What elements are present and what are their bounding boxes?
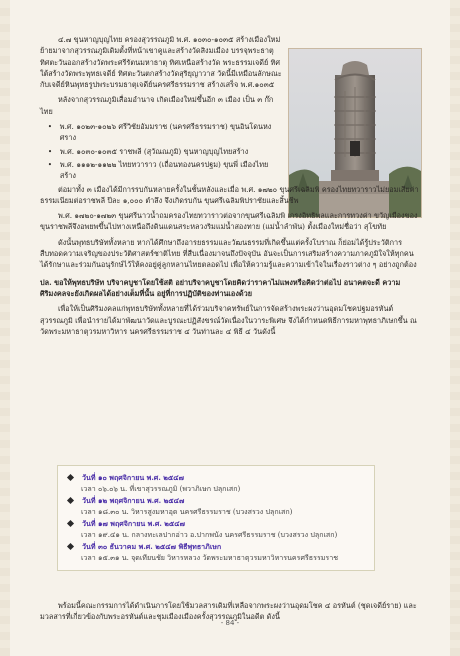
paragraph-3: ต่อมาทั้ง ๓ เมืองได้มีการรบกันหลายครั้งในชั้นหลังและเมื่อ พ.ศ. ๑๗๒๐ ขุนศรีเฉลิมพิ ครองไทยทวาราวไม่ยอมเสียค่าธรรมเนียมต่อราชพลี ปีละ ๑,๐๐๐ ตำลึง จึงเกิดรบกัน ขุนศรีเฉลิมพิปราชัยและสิ้นชีพ: [40, 184, 419, 205]
ceremony-heading: วันที่ ๑๐ พฤศจิกายน พ.ศ. ๒๕๔๗: [82, 473, 185, 482]
ceremony-item-1: [66, 472, 366, 494]
kingdom-list-text-2: พ.ศ. ๑๐๓๐-๑๐๓๕ ราชพลี (สุวัณณภูมิ) ขุนหาญบุญไทยสร้าง: [60, 146, 249, 156]
paragraph-4: พ.ศ. ๑๗๒๐-๑๗๒๓ ขุนศรีนาวน้ำถมครองไทยทวาราวต่อจากขุนศรีเฉลิมพิ เกรงอิทธิพลและการทวงค่า ขวัญเมืองของขุนราชพลีจึงอพยพขึ้นไปทางเหนือถึงดินแดนสระหลวงริมแม่น้ำสองทาย (แม่น้ำลำพัน) ตั้งเมืองใหม่ชื่อว่า สุโขทัย: [40, 211, 418, 232]
diamond-bullet-icon: [67, 497, 74, 504]
paragraph-2: หลังจากสุวรรณภูมิเสื่อมอำนาจ เกิดเมืองใหม่ขึ้นอีก ๓ เมือง เป็น ๓ ก๊กไทย: [40, 95, 274, 116]
bullet-icon: •: [47, 159, 53, 169]
diamond-bullet-icon: [67, 520, 74, 527]
kingdom-list-item-1: [46, 121, 282, 144]
ceremony-item-2: [66, 495, 366, 517]
main-text-block: [40, 34, 420, 341]
ceremony-note: เวลา ๑๕.๓๑ น. จุดเทียนชัย วิหารหลวง วัดพระมหาธาตุวรมหาวิหารนครศรีธรรมราช: [81, 553, 339, 562]
bullet-icon: •: [47, 146, 53, 156]
kingdom-list-item-2: [46, 146, 282, 157]
diamond-bullet-icon: [67, 543, 74, 550]
bottom-text: พร้อมนี้คณะกรรมการได้ดำเนินการโดยใช้มวลสารเดิมที่เหลือจากพระผงว่านอุดมโชค ๔ อรหันต์ (ชุดเจดีย์ราย) และมวลสารที่เกี่ยวข้องกับพระอรหันต์และชุมเมืองเมืองครั้งสุวรรณภูมิในอดีต ดังนี้: [40, 601, 417, 622]
ceremony-heading: วันที่ ๑๒ พฤศจิกายน พ.ศ. ๒๕๔๗: [82, 496, 185, 505]
ceremony-heading: วันที่ ๑๗ พฤศจิกายน พ.ศ. ๒๕๔๗: [82, 519, 186, 528]
bold-note: ปล. ขอให้พุทธบริษัท บริจาคบูชาโดยใช้สติ อย่าบริจาคบูชาโดยคิดว่าราคาไม่แพงหรือคิดว่าต่อไป อนาคตจะดี ความศิริมงคลจะยังเกิดผลได้อย่างเต็มที่นั้น อยู่ที่การปฏิบัติของท่านเองด้วย: [40, 277, 401, 298]
ceremony-note: เวลา ๑๙.๔๑ น. กลางทะเลปากอ่าว อ.ปากพนัง นครศรีธรรมราช (บวงสรวง ปลุกเสก): [81, 530, 338, 539]
ceremony-heading: วันที่ ๓๐ ธันวาคม พ.ศ. ๒๕๔๗ พิธีพุทธาภิเษก: [82, 542, 222, 551]
ceremony-note: เวลา ๑๘.๓๐ น. วิหารสูงมหาอุด นครศรีธรรมราช (บวงสรวง ปลุกเสก): [81, 507, 293, 516]
paragraph-6: เพื่อให้เป็นศิริมงคลแก่พุทธบริษัททั้งหลายที่ได้ร่วมบริจาคทรัพย์ในการจัดสร้างพระผงว่านอุดมโชคปฐมอรหันต์สุวรรณภูมิ เพื่อนำรายได้มาพัฒนาวัดและบูรณะปฏิสังขรณ์วัดเนื่องในวาระพิเศษ จึงได้กำหนดพิธีการมหาพุทธาภิเษกขึ้น ณ วัดพระมหาธาตุวรมหาวิหาร นครศรีธรรมราช ๔ วันท่านละ ๔ พิธี ๔ วันดังนี้: [40, 304, 417, 336]
ceremony-heading-row: [66, 495, 366, 506]
kingdom-list-item-3: [46, 159, 282, 182]
page-number: - 84 -: [220, 619, 240, 627]
left-border-ornament: [0, 0, 10, 656]
ceremony-note: เวลา ๐๖.๐๖ น. ที่เขาสุวรรณภูมิ (พวาภิเษก ปลุกเสก): [81, 484, 241, 493]
ceremony-date-box: [57, 465, 375, 571]
ceremony-item-3: [66, 518, 366, 540]
bullet-icon: •: [47, 122, 53, 132]
ceremony-heading-row: [66, 541, 366, 552]
ceremony-heading-row: [66, 472, 366, 483]
kingdom-list-text-1: พ.ศ. ๑๐๒๓-๑๐๒๖ ศรีวิชัยอัมมราช (นครศรีธรรมราช) ขุนอินโดนหงศราง: [59, 122, 272, 143]
top-left-column: [40, 34, 282, 182]
diamond-bullet-icon: [67, 474, 74, 481]
right-border-ornament: [450, 0, 460, 656]
ceremony-item-4: [66, 541, 366, 563]
kingdom-list-text-3: พ.ศ. ๑๑๑๒-๑๑๒๒ ไทยทวาราว (เถื่อนทองนครปฐม) ขุนพี่ เมืองไทยสร้าง: [59, 159, 269, 181]
ceremony-heading-row: [66, 518, 366, 529]
kingdom-list: [46, 121, 282, 181]
paragraph-5: ดังนั้นพุทธบริษัททั้งหลาย หากได้ศึกษาถึงอารยธรรมและวัฒนธรรมที่เกิดขึ้นแต่ครั้งโบราณ ก็ย่อมได้รู้ประวัติการสืบทอดความเจริญของประวัติศาสตร์ชาติไทย ที่สืบเนื่องมาจนถึงปัจจุบัน อันจะเป็นการเสริมสร้างความภาคภูมิใจให้ทุกคนได้รักษาและร่วมกันอนุรักษ์ไว้ให้คงอยู่คู่ลูกหลานไทยตลอดไป เพื่อให้ความรู้และความเข้าใจในเรื่องราวต่าง ๆ อย่างถูกต้อง: [40, 237, 417, 270]
paragraph-1: ๔.๗ ขุนหาญบุญไทย ครองสุวรรณภูมิ พ.ศ. ๑๐๓๐-๑๐๓๕ สร้างเมืองใหม่ย้ายมาจากสุวรรณภูมิเดิมตั้งที่หน้าเขาคูและสร้างวัดสิงมเมือง บรรจุพระธาตุ ทิศตะวันออกสร้างวัดพระศรีรัตนมหาธาตุ ทิศเหนือสร้างวัด พระธรรมเจดีย์ ทิศใต้สร้างวัดพระพุทธเจดีย์ ทิศตะวันตกสร้างวัดสุริยุญาวาส วัดนี้มีเหมือนลักษณะกับเจดีย์หินพุทธรูปพระบรมธาตุเจดีย์นครศรีธรรมราช สร้างเสร็จ พ.ศ.๑๐๓๕: [40, 35, 282, 90]
